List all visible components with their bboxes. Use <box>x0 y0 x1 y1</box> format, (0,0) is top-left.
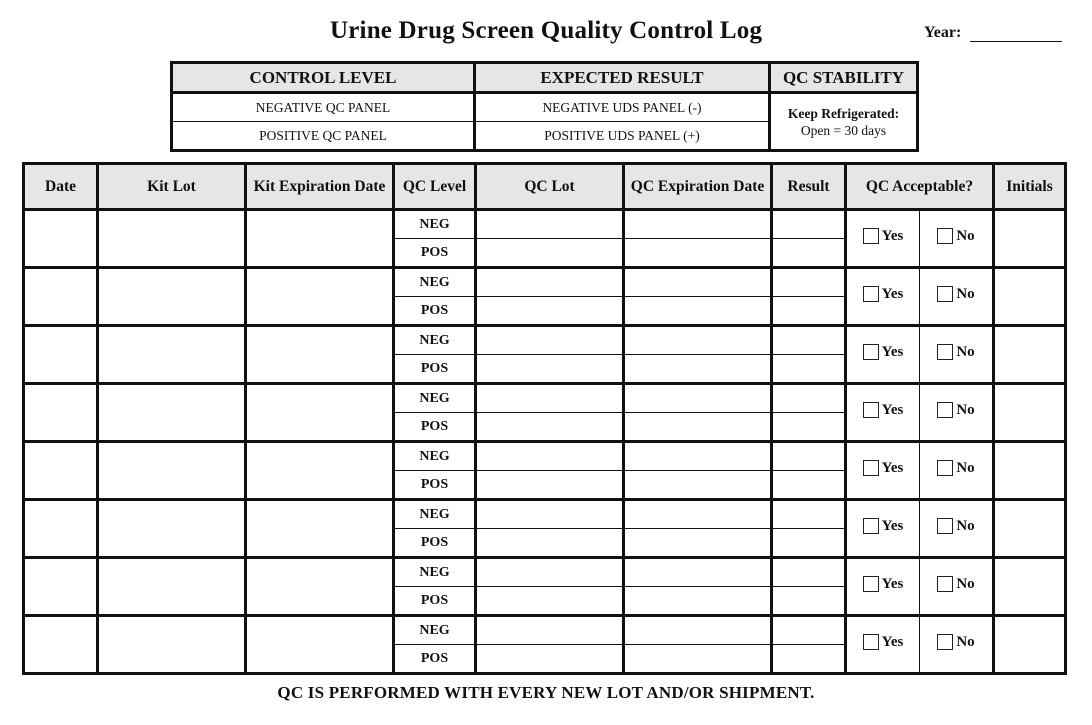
kit-lot-cell[interactable] <box>98 558 246 616</box>
col-header-result: Result <box>772 164 846 210</box>
log-entry-neg-row <box>24 326 1066 355</box>
col-header-kit-lot: Kit Lot <box>98 164 246 210</box>
checkbox-square-icon[interactable] <box>937 402 953 418</box>
result-pos-cell[interactable] <box>772 297 846 326</box>
no-label: No <box>956 459 975 476</box>
qc-expiration-neg-cell[interactable] <box>624 210 772 239</box>
qc-lot-pos-cell[interactable] <box>476 587 624 616</box>
qc-acceptable-no-cell <box>920 616 994 674</box>
log-entry-neg-row <box>24 442 1066 471</box>
qc-lot-neg-cell[interactable] <box>476 558 624 587</box>
result-pos-cell[interactable] <box>772 239 846 268</box>
qc-lot-neg-cell[interactable] <box>476 500 624 529</box>
ref-positive-control: POSITIVE QC PANEL <box>172 122 475 151</box>
qc-level-pos: POS <box>394 645 476 674</box>
log-entry-neg-row <box>24 210 1066 239</box>
qc-acceptable-no-cell <box>920 500 994 558</box>
result-pos-cell[interactable] <box>772 413 846 442</box>
qc-expiration-pos-cell[interactable] <box>624 529 772 558</box>
yes-checkbox[interactable] <box>863 286 904 303</box>
checkbox-square-icon[interactable] <box>937 286 953 302</box>
result-pos-cell[interactable] <box>772 587 846 616</box>
result-pos-cell[interactable] <box>772 529 846 558</box>
no-label: No <box>956 285 975 302</box>
kit-expiration-cell[interactable] <box>246 500 394 558</box>
qc-expiration-pos-cell[interactable] <box>624 297 772 326</box>
kit-lot-cell[interactable] <box>98 326 246 384</box>
initials-cell[interactable] <box>994 500 1066 558</box>
no-checkbox[interactable] <box>937 518 974 535</box>
checkbox-square-icon[interactable] <box>937 228 953 244</box>
qc-expiration-neg-cell[interactable] <box>624 326 772 355</box>
qc-acceptable-no-cell <box>920 384 994 442</box>
yes-label: Yes <box>881 517 904 534</box>
kit-expiration-cell[interactable] <box>246 326 394 384</box>
qc-expiration-neg-cell[interactable] <box>624 442 772 471</box>
initials-cell[interactable] <box>994 616 1066 674</box>
initials-cell[interactable] <box>994 268 1066 326</box>
qc-expiration-neg-cell[interactable] <box>624 268 772 297</box>
kit-expiration-cell[interactable] <box>246 268 394 326</box>
kit-expiration-cell[interactable] <box>246 384 394 442</box>
qc-lot-pos-cell[interactable] <box>476 297 624 326</box>
ref-header-control-level: CONTROL LEVEL <box>172 63 475 93</box>
qc-lot-neg-cell[interactable] <box>476 384 624 413</box>
footer-note: QC IS PERFORMED WITH EVERY NEW LOT AND/OR SHIPMENT. <box>277 683 815 702</box>
qc-acceptable-no-cell <box>920 268 994 326</box>
qc-acceptable-no-cell <box>920 558 994 616</box>
qc-expiration-pos-cell[interactable] <box>624 239 772 268</box>
checkbox-square-icon[interactable] <box>863 402 879 418</box>
ref-positive-expected: POSITIVE UDS PANEL (+) <box>475 122 770 151</box>
checkbox-square-icon[interactable] <box>863 576 879 592</box>
qc-level-neg: NEG <box>394 326 476 355</box>
qc-lot-pos-cell[interactable] <box>476 529 624 558</box>
col-header-qc-lot: QC Lot <box>476 164 624 210</box>
log-body <box>24 210 1066 674</box>
result-neg-cell[interactable] <box>772 326 846 355</box>
yes-checkbox[interactable] <box>863 634 904 651</box>
no-label: No <box>956 575 975 592</box>
no-checkbox[interactable] <box>937 228 974 245</box>
qc-level-pos: POS <box>394 239 476 268</box>
reference-table <box>170 61 919 152</box>
checkbox-square-icon[interactable] <box>937 576 953 592</box>
yes-label: Yes <box>881 227 904 244</box>
result-pos-cell[interactable] <box>772 355 846 384</box>
qc-expiration-pos-cell[interactable] <box>624 355 772 384</box>
qc-acceptable-no-cell <box>920 442 994 500</box>
yes-checkbox[interactable] <box>863 228 904 245</box>
date-cell[interactable] <box>24 384 98 442</box>
yes-checkbox[interactable] <box>863 402 904 419</box>
qc-lot-pos-cell[interactable] <box>476 413 624 442</box>
col-header-date: Date <box>24 164 98 210</box>
checkbox-square-icon[interactable] <box>863 634 879 650</box>
result-pos-cell[interactable] <box>772 645 846 674</box>
checkbox-square-icon[interactable] <box>937 634 953 650</box>
ref-negative-expected: NEGATIVE UDS PANEL (-) <box>475 93 770 122</box>
qc-acceptable-yes-cell <box>846 616 920 674</box>
qc-expiration-neg-cell[interactable] <box>624 616 772 645</box>
no-checkbox[interactable] <box>937 634 974 651</box>
no-checkbox[interactable] <box>937 402 974 419</box>
log-entry-neg-row <box>24 558 1066 587</box>
qc-expiration-neg-cell[interactable] <box>624 558 772 587</box>
qc-level-neg: NEG <box>394 616 476 645</box>
qc-expiration-pos-cell[interactable] <box>624 413 772 442</box>
col-header-initials: Initials <box>994 164 1066 210</box>
qc-acceptable-yes-cell <box>846 558 920 616</box>
qc-log-table <box>22 162 1067 675</box>
kit-lot-cell[interactable] <box>98 268 246 326</box>
qc-level-neg: NEG <box>394 210 476 239</box>
kit-lot-cell[interactable] <box>98 500 246 558</box>
qc-expiration-pos-cell[interactable] <box>624 587 772 616</box>
log-entry-neg-row <box>24 268 1066 297</box>
col-header-qc-acceptable: QC Acceptable? <box>846 164 994 210</box>
yes-checkbox[interactable] <box>863 518 904 535</box>
qc-level-neg: NEG <box>394 558 476 587</box>
qc-expiration-neg-cell[interactable] <box>624 384 772 413</box>
log-entry-neg-row <box>24 616 1066 645</box>
initials-cell[interactable] <box>994 210 1066 268</box>
checkbox-square-icon[interactable] <box>863 228 879 244</box>
date-cell[interactable] <box>24 616 98 674</box>
no-checkbox[interactable] <box>937 344 974 361</box>
initials-cell[interactable] <box>994 442 1066 500</box>
qc-level-neg: NEG <box>394 268 476 297</box>
log-entry-neg-row <box>24 384 1066 413</box>
qc-lot-pos-cell[interactable] <box>476 471 624 500</box>
no-label: No <box>956 401 975 418</box>
qc-expiration-pos-cell[interactable] <box>624 645 772 674</box>
qc-level-pos: POS <box>394 587 476 616</box>
kit-lot-cell[interactable] <box>98 384 246 442</box>
result-neg-cell[interactable] <box>772 500 846 529</box>
log-entry-neg-row <box>24 500 1066 529</box>
checkbox-square-icon[interactable] <box>937 344 953 360</box>
result-neg-cell[interactable] <box>772 616 846 645</box>
result-pos-cell[interactable] <box>772 471 846 500</box>
date-cell[interactable] <box>24 500 98 558</box>
initials-cell[interactable] <box>994 326 1066 384</box>
no-label: No <box>956 227 975 244</box>
date-cell[interactable] <box>24 558 98 616</box>
yes-checkbox[interactable] <box>863 576 904 593</box>
qc-acceptable-no-cell <box>920 326 994 384</box>
checkbox-square-icon[interactable] <box>863 344 879 360</box>
result-neg-cell[interactable] <box>772 268 846 297</box>
stability-duration: Open = 30 days <box>800 122 887 138</box>
qc-lot-neg-cell[interactable] <box>476 268 624 297</box>
kit-expiration-cell[interactable] <box>246 442 394 500</box>
yes-checkbox[interactable] <box>863 344 904 361</box>
qc-level-neg: NEG <box>394 500 476 529</box>
yes-label: Yes <box>881 343 904 360</box>
qc-expiration-pos-cell[interactable] <box>624 471 772 500</box>
checkbox-square-icon[interactable] <box>863 286 879 302</box>
initials-cell[interactable] <box>994 384 1066 442</box>
no-label: No <box>956 633 975 650</box>
qc-acceptable-yes-cell <box>846 210 920 268</box>
kit-lot-cell[interactable] <box>98 210 246 268</box>
date-cell[interactable] <box>24 268 98 326</box>
checkbox-square-icon[interactable] <box>863 460 879 476</box>
qc-acceptable-yes-cell <box>846 326 920 384</box>
checkbox-square-icon[interactable] <box>863 518 879 534</box>
date-cell[interactable] <box>24 210 98 268</box>
checkbox-square-icon[interactable] <box>937 518 953 534</box>
kit-expiration-cell[interactable] <box>246 558 394 616</box>
no-checkbox[interactable] <box>937 576 974 593</box>
result-neg-cell[interactable] <box>772 442 846 471</box>
ref-header-qc-stability: QC STABILITY <box>770 63 918 93</box>
qc-acceptable-yes-cell <box>846 384 920 442</box>
stability-instruction: Keep Refrigerated: <box>787 105 900 121</box>
qc-expiration-neg-cell[interactable] <box>624 500 772 529</box>
col-header-qc-expiration: QC Expiration Date <box>624 164 772 210</box>
no-checkbox[interactable] <box>937 460 974 477</box>
qc-acceptable-yes-cell <box>846 500 920 558</box>
qc-level-pos: POS <box>394 413 476 442</box>
date-cell[interactable] <box>24 326 98 384</box>
col-header-qc-level: QC Level <box>394 164 476 210</box>
ref-header-expected-result: EXPECTED RESULT <box>475 63 770 93</box>
col-header-kit-expiration: Kit Expiration Date <box>246 164 394 210</box>
qc-level-pos: POS <box>394 297 476 326</box>
initials-cell[interactable] <box>994 558 1066 616</box>
qc-level-pos: POS <box>394 529 476 558</box>
qc-acceptable-no-cell <box>920 210 994 268</box>
qc-acceptable-yes-cell <box>846 268 920 326</box>
qc-lot-pos-cell[interactable] <box>476 239 624 268</box>
no-checkbox[interactable] <box>937 286 974 303</box>
kit-expiration-cell[interactable] <box>246 210 394 268</box>
qc-lot-pos-cell[interactable] <box>476 355 624 384</box>
yes-label: Yes <box>881 575 904 592</box>
year-label: Year: <box>924 24 962 41</box>
qc-level-neg: NEG <box>394 442 476 471</box>
year-field[interactable] <box>970 41 1062 42</box>
page-title: Urine Drug Screen Quality Control Log <box>330 17 763 44</box>
no-label: No <box>956 517 975 534</box>
result-neg-cell[interactable] <box>772 558 846 587</box>
yes-checkbox[interactable] <box>863 460 904 477</box>
qc-lot-neg-cell[interactable] <box>476 442 624 471</box>
result-neg-cell[interactable] <box>772 210 846 239</box>
kit-lot-cell[interactable] <box>98 616 246 674</box>
qc-level-neg: NEG <box>394 384 476 413</box>
checkbox-square-icon[interactable] <box>937 460 953 476</box>
qc-lot-neg-cell[interactable] <box>476 210 624 239</box>
yes-label: Yes <box>881 401 904 418</box>
qc-level-pos: POS <box>394 355 476 384</box>
qc-lot-neg-cell[interactable] <box>476 616 624 645</box>
date-cell[interactable] <box>24 442 98 500</box>
qc-acceptable-yes-cell <box>846 442 920 500</box>
kit-lot-cell[interactable] <box>98 442 246 500</box>
ref-negative-control: NEGATIVE QC PANEL <box>172 93 475 122</box>
yes-label: Yes <box>881 633 904 650</box>
qc-lot-pos-cell[interactable] <box>476 645 624 674</box>
result-neg-cell[interactable] <box>772 384 846 413</box>
ref-stability-cell <box>770 93 918 151</box>
yes-label: Yes <box>881 285 904 302</box>
yes-label: Yes <box>881 459 904 476</box>
kit-expiration-cell[interactable] <box>246 616 394 674</box>
qc-lot-neg-cell[interactable] <box>476 326 624 355</box>
qc-level-pos: POS <box>394 471 476 500</box>
no-label: No <box>956 343 975 360</box>
